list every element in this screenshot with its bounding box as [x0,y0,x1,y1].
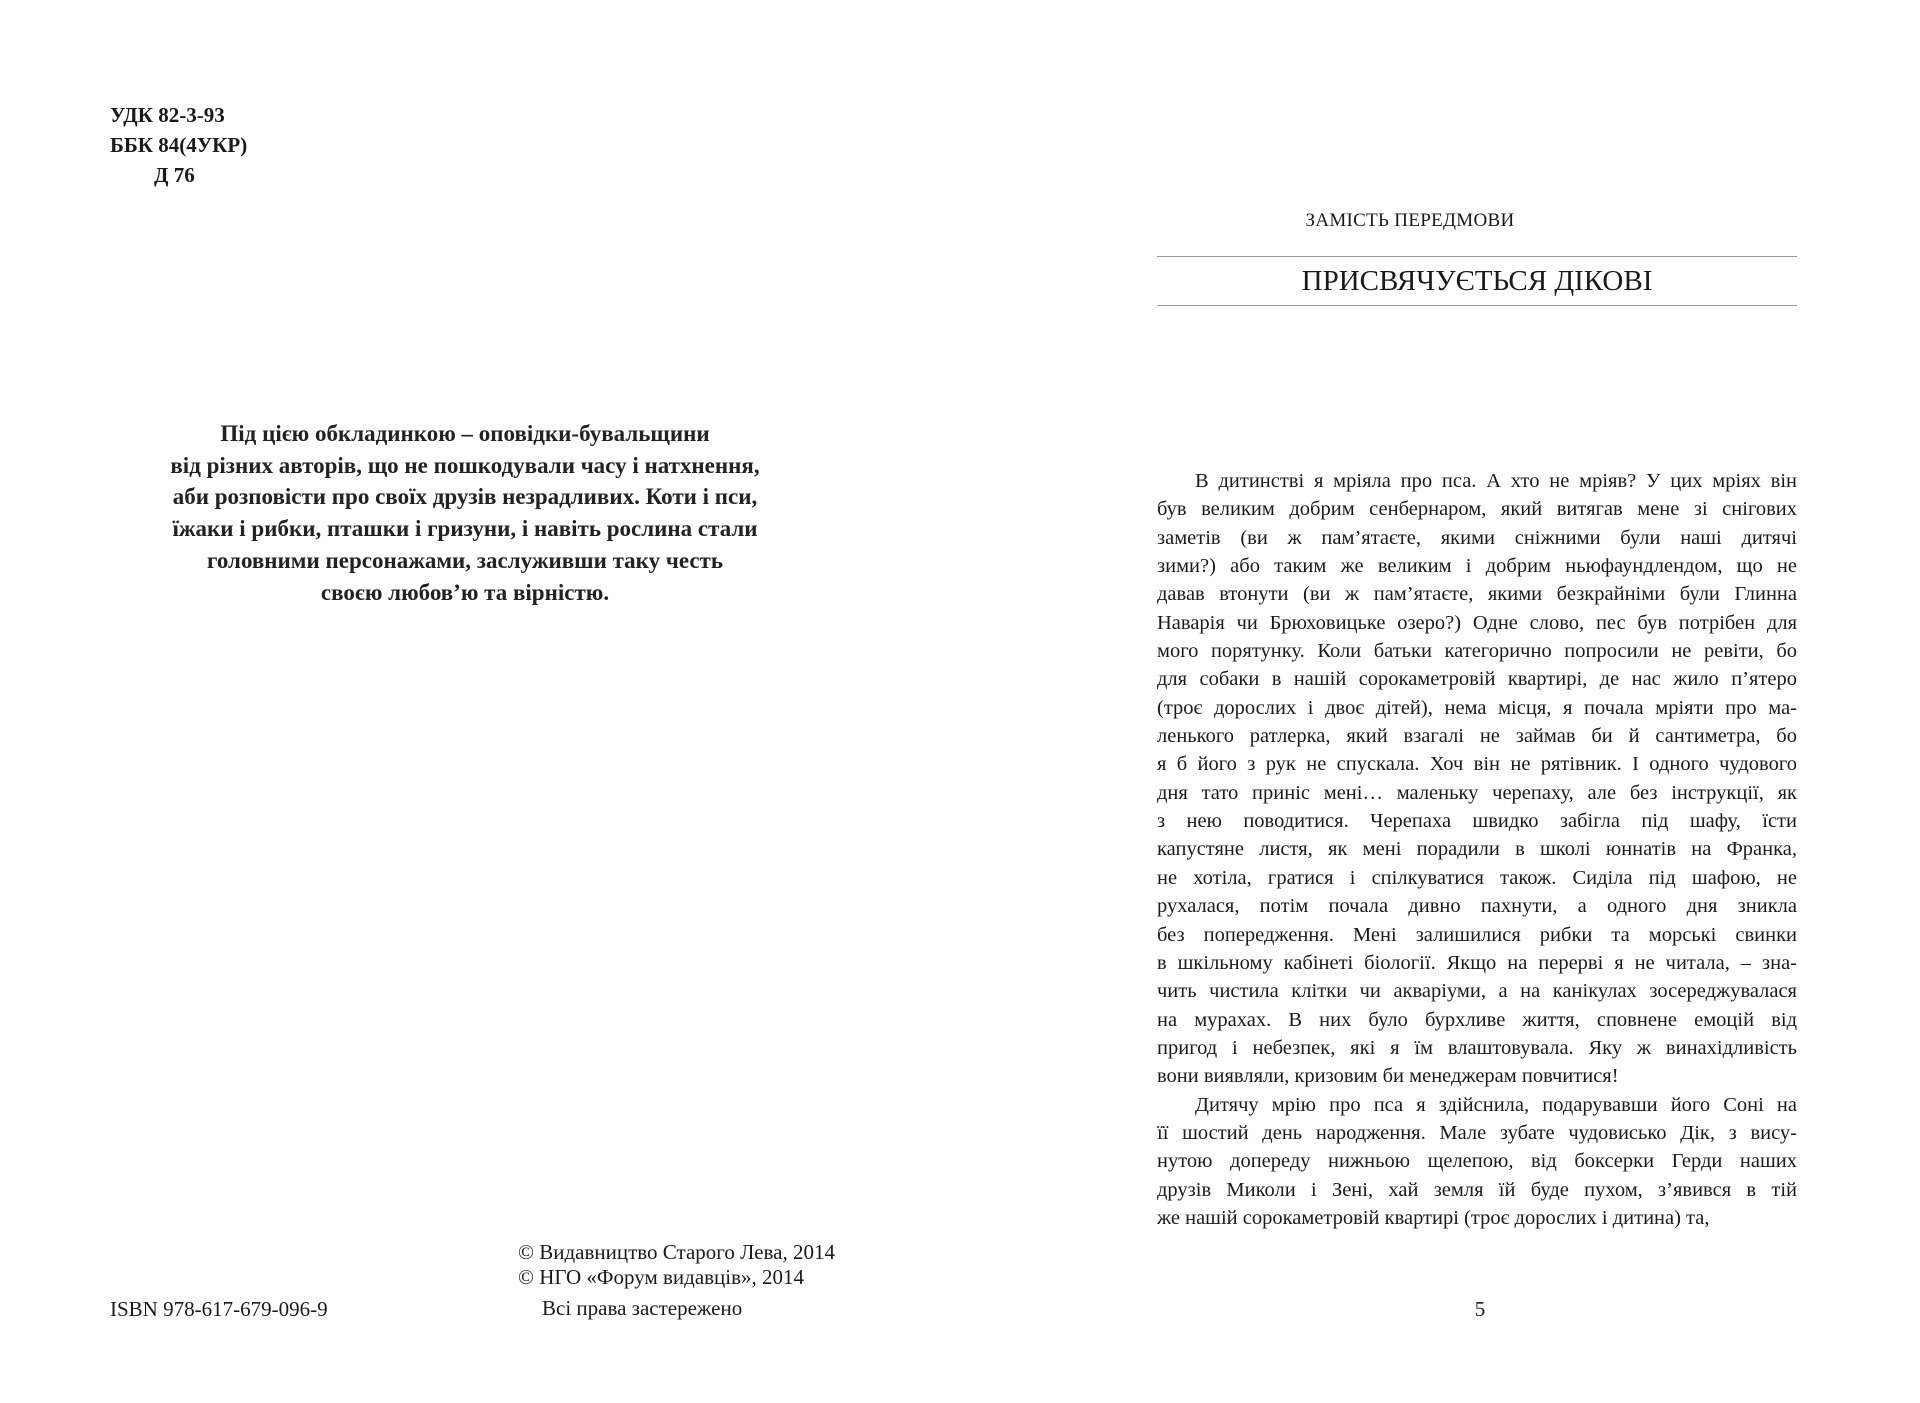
book-annotation [140,418,790,608]
text-line: Дитячу мрію про пса я здійснила, подарувавши його Соні на [1195,1093,1797,1116]
text-line: з нею поводитися. Черепаха швидко забігла під шафу, їсти [1157,810,1797,833]
text-line: вони виявляли, кризовим би менеджерам повчитися! [1157,1065,1619,1088]
author-mark: Д 76 [154,163,195,187]
text-line: в шкільному кабінеті біології. Якщо на перерві я не читала, – зна- [1157,951,1797,974]
title-rule-top [1157,256,1797,257]
annotation-line: своєю любов’ю та вірністю. [320,579,610,605]
text-line: ленького ратлерка, який взагалі не займав би й сантиметра, бо [1157,725,1797,748]
text-line: я б його з рук не спускала. Хоч він не рятівник. І одного чудового [1157,753,1797,776]
text-line: чить чистила клітки чи акваріуми, а на канікулах зосереджувалася [1157,980,1797,1003]
text-line: капустяне листя, як мені порадили в школі юннатів на Франка, [1157,838,1797,861]
annotation-line: від різних авторів, що не пошкодували часу і натхнення, [170,452,760,478]
text-line: В дитинстві я мріяла про пса. А хто не мріяв? У цих мріях він [1195,470,1797,492]
text-line: дня тато приніс мені… маленьку черепаху, але без інструкції, як [1157,781,1797,804]
text-line: Наварія чи Брюховицьке озеро?) Одне слово, пес був потрібен для [1157,611,1797,634]
text-line: же нашій сорокаметровій квартирі (троє дорослих і дитина) та, [1157,1206,1710,1229]
paragraph [1157,467,1797,1091]
text-line: не хотіла, гратися і спілкуватися також. Сиділа під шафою, не [1157,866,1797,889]
annotation-line: головними персонажами, заслуживши таку честь [206,547,723,573]
text-line: її шостий день народження. Мале зубате чудовисько Дік, з вису- [1157,1121,1797,1144]
text-line: нутою допереду нижньою щелепою, від боксерки Герди наших [1157,1150,1797,1173]
text-line: на мурахах. В них було бурхливе життя, сповнене емоцій від [1157,1008,1797,1031]
annotation-line: Під цією обкладинкою – оповідки-бувальщини [220,421,710,446]
chapter-title: ПРИСВЯЧУЄТЬСЯ ДІКОВІ [1301,265,1653,297]
text-line: зими?) або таким же великим і добрим ньюфаундлендом, що не [1157,555,1797,578]
classification-codes [110,100,247,190]
text-line: був великим добрим сенбернаром, який витягав мене зі снігових [1157,498,1797,521]
copyright-line: © Видавництво Старого Лева, 2014 [518,1240,835,1264]
text-line: друзів Миколи і Зені, хай земля їй буде пухом, з’явився в тій [1157,1178,1797,1201]
text-line: заметів (ви ж пам’ятаєте, якими сніжними були наші дитячі [1157,526,1797,549]
text-line: давав втонути (ви ж пам’ятаєте, якими безкрайніми були Глинна [1157,583,1797,606]
text-line: мого порятунку. Коли батьки категорично попросили не ревіти, бо [1157,640,1797,663]
text-line: без попередження. Мені залишилися рибки та морські свинки [1157,923,1797,946]
right-page [960,0,1920,1403]
text-line: рухалася, потім почала дивно пахнути, а одного дня зникла [1157,895,1797,918]
text-line: для собаки в нашій сорокаметровій квартирі, де нас жило п’ятеро [1157,668,1797,691]
annotation-line: аби розповісти про своїх друзів незрадливих. Коти і пси, [172,484,758,510]
page-number: 5 [1474,1297,1486,1321]
annotation-line: їжаки і рибки, пташки і гризуни, і навіть рослина стали [172,516,758,542]
text-line: (троє дорослих і двоє дітей), нема місця, я почала мріяти про ма- [1157,696,1797,719]
bbk-code: ББК 84(4УКР) [110,133,248,157]
text-line: пригод і небезпек, які я їм влаштовувала. Яку ж винахідливість [1157,1036,1797,1059]
paragraph [1157,1091,1797,1233]
copyright-block [518,1240,835,1321]
rights-reserved: Всі права застережено [542,1296,743,1320]
copyright-line: © НГО «Форум видавців», 2014 [518,1265,805,1289]
body-text [1157,467,1797,1232]
udc-code: УДК 82-3-93 [110,103,225,127]
section-label: ЗАМІСТЬ ПЕРЕДМОВИ [1305,210,1515,231]
isbn: ISBN 978-617-679-096-9 [110,1297,328,1321]
title-rule-bottom [1157,305,1797,306]
